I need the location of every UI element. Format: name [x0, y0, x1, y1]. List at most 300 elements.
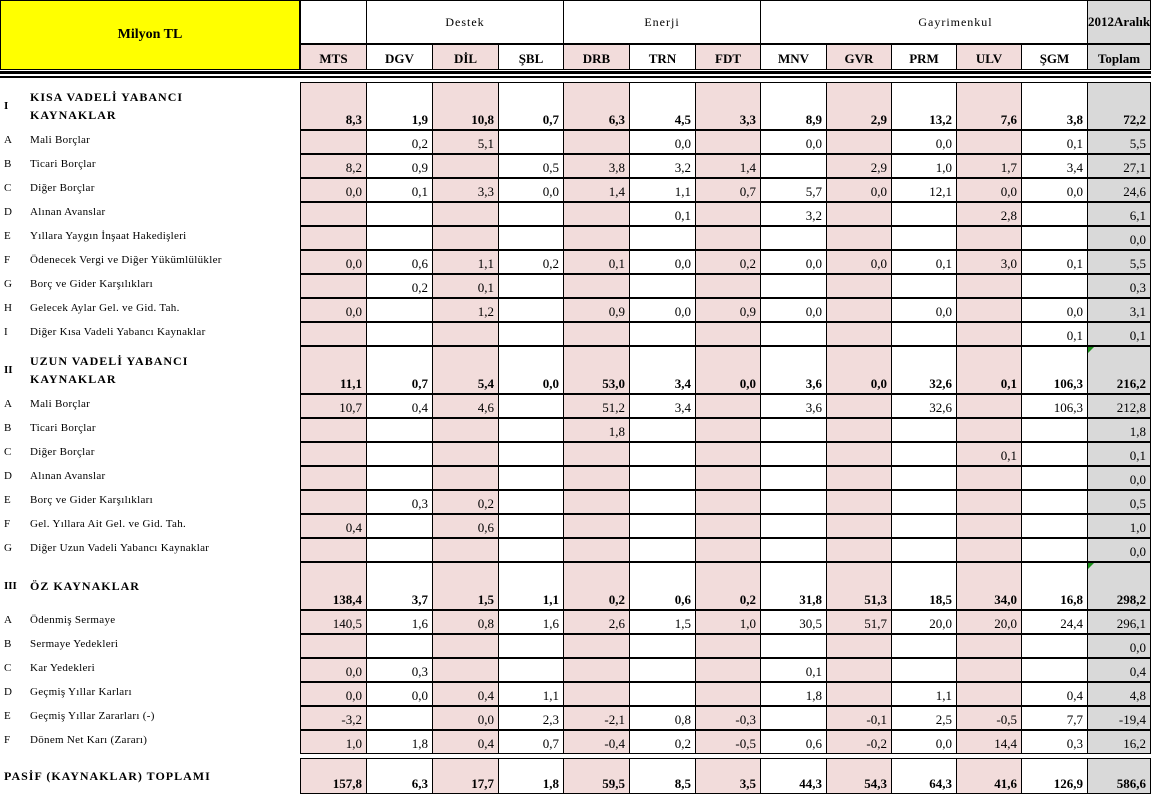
row-code: B: [4, 158, 12, 170]
value-cell: 12,1: [891, 178, 957, 202]
value-cell: 6,3: [366, 758, 433, 794]
value-cell: [760, 538, 827, 562]
value-cell: [629, 490, 696, 514]
value-cell: [956, 682, 1022, 706]
value-cell: [563, 658, 630, 682]
unit-title: Milyon TL: [0, 0, 300, 70]
value-cell: [366, 322, 433, 346]
value-cell: [300, 442, 367, 466]
value-cell: 1,0: [891, 154, 957, 178]
value-cell: 20,0: [956, 610, 1022, 634]
value-cell: 0,4: [366, 394, 433, 418]
value-cell: -0,4: [563, 730, 630, 754]
value-cell: [695, 394, 761, 418]
value-cell: 1,0: [300, 730, 367, 754]
value-cell: 0,8: [432, 610, 499, 634]
value-cell: [629, 538, 696, 562]
value-cell: [891, 538, 957, 562]
value-cell: [695, 322, 761, 346]
value-cell: [826, 682, 892, 706]
row-code: II: [4, 364, 13, 376]
value-cell: [498, 466, 564, 490]
value-cell: 8,3: [300, 82, 367, 130]
value-cell: [760, 322, 827, 346]
value-cell: [1021, 442, 1088, 466]
company-code: DGV: [366, 44, 433, 70]
value-cell: 0,1: [1021, 322, 1088, 346]
value-cell: [629, 634, 696, 658]
value-cell: 0,4: [1021, 682, 1088, 706]
value-cell: 3,4: [1021, 154, 1088, 178]
company-code: ŞGM: [1021, 44, 1088, 70]
value-cell: [760, 154, 827, 178]
value-cell: [629, 442, 696, 466]
value-cell: 0,0: [891, 130, 957, 154]
row-code: C: [4, 446, 12, 458]
value-cell: 0,0: [300, 178, 367, 202]
value-cell: [366, 442, 433, 466]
value-cell: 0,4: [432, 730, 499, 754]
row-label: UZUN VADELİ YABANCI KAYNAKLAR: [30, 354, 189, 386]
company-code: MTS: [300, 44, 367, 70]
value-cell: 3,2: [629, 154, 696, 178]
value-cell: [498, 514, 564, 538]
value-cell: 1,6: [498, 610, 564, 634]
value-cell: [760, 418, 827, 442]
value-cell: [891, 202, 957, 226]
value-cell: 0,0: [891, 298, 957, 322]
value-cell: [563, 202, 630, 226]
value-cell: [760, 226, 827, 250]
value-cell: [366, 706, 433, 730]
row-label: Borç ve Gider Karşılıkları: [30, 494, 153, 506]
value-cell: 1,8: [563, 418, 630, 442]
value-cell: [498, 634, 564, 658]
total-cell: 1,8: [1087, 418, 1151, 442]
value-cell: 0,0: [891, 730, 957, 754]
value-cell: 0,0: [629, 250, 696, 274]
value-cell: 106,3: [1021, 394, 1088, 418]
value-cell: 0,7: [498, 730, 564, 754]
value-cell: [695, 682, 761, 706]
value-cell: [629, 226, 696, 250]
company-code: DRB: [563, 44, 630, 70]
value-cell: [432, 322, 499, 346]
value-cell: 0,3: [1021, 730, 1088, 754]
total-cell: 16,2: [1087, 730, 1151, 754]
value-cell: 0,0: [1021, 298, 1088, 322]
value-cell: -0,3: [695, 706, 761, 730]
value-cell: [956, 658, 1022, 682]
value-cell: [826, 322, 892, 346]
value-cell: 0,1: [956, 346, 1022, 394]
row-code: H: [4, 302, 12, 314]
total-cell: 5,5: [1087, 130, 1151, 154]
total-cell: 1,0: [1087, 514, 1151, 538]
value-cell: [956, 538, 1022, 562]
value-cell: [498, 442, 564, 466]
value-cell: [432, 226, 499, 250]
value-cell: 8,9: [760, 82, 827, 130]
value-cell: [563, 634, 630, 658]
value-cell: 8,2: [300, 154, 367, 178]
total-cell: -19,4: [1087, 706, 1151, 730]
value-cell: [695, 466, 761, 490]
value-cell: 5,7: [760, 178, 827, 202]
value-cell: 0,6: [432, 514, 499, 538]
value-cell: [1021, 418, 1088, 442]
value-cell: [300, 466, 367, 490]
value-cell: 1,5: [629, 610, 696, 634]
value-cell: 0,6: [629, 562, 696, 610]
value-cell: 11,1: [300, 346, 367, 394]
value-cell: [695, 658, 761, 682]
row-code: E: [4, 230, 11, 242]
value-cell: 44,3: [760, 758, 827, 794]
value-cell: 0,2: [432, 490, 499, 514]
value-cell: [695, 490, 761, 514]
row-label: Mali Borçlar: [30, 398, 91, 410]
value-cell: 59,5: [563, 758, 630, 794]
value-cell: [760, 706, 827, 730]
value-cell: [891, 442, 957, 466]
row-label: Ticari Borçlar: [30, 158, 96, 170]
company-code: ŞBL: [498, 44, 564, 70]
value-cell: 0,0: [1021, 178, 1088, 202]
value-cell: [1021, 658, 1088, 682]
value-cell: [1021, 634, 1088, 658]
value-cell: [498, 202, 564, 226]
value-cell: 41,6: [956, 758, 1022, 794]
value-cell: 0,0: [498, 178, 564, 202]
row-label: Ödenecek Vergi ve Diğer Yükümlülükler: [30, 254, 222, 266]
value-cell: 0,0: [826, 346, 892, 394]
row-code: G: [4, 278, 12, 290]
value-cell: 1,6: [366, 610, 433, 634]
row-label: Alınan Avanslar: [30, 470, 106, 482]
value-cell: [956, 298, 1022, 322]
row-code: A: [4, 614, 12, 626]
value-cell: [891, 322, 957, 346]
company-code: TRN: [629, 44, 696, 70]
row-label: ÖZ KAYNAKLAR: [30, 579, 140, 593]
value-cell: [956, 226, 1022, 250]
value-cell: 1,1: [891, 682, 957, 706]
total-cell: 0,1: [1087, 322, 1151, 346]
value-cell: 1,8: [498, 758, 564, 794]
row-code: I: [4, 100, 9, 112]
value-cell: [695, 130, 761, 154]
value-cell: 1,1: [432, 250, 499, 274]
total-cell: 298,2: [1087, 562, 1151, 610]
value-cell: [498, 322, 564, 346]
row-code: A: [4, 398, 12, 410]
value-cell: 2,9: [826, 154, 892, 178]
value-cell: 1,1: [498, 562, 564, 610]
value-cell: 0,1: [956, 442, 1022, 466]
row-label: Gel. Yıllara Ait Gel. ve Gid. Tah.: [30, 518, 187, 530]
value-cell: 0,0: [300, 682, 367, 706]
value-cell: 53,0: [563, 346, 630, 394]
value-cell: [826, 490, 892, 514]
value-cell: 3,6: [760, 394, 827, 418]
row-label: Geçmiş Yıllar Zararları (-): [30, 710, 155, 722]
value-cell: [366, 538, 433, 562]
header-rule: [0, 71, 1151, 74]
row-label: Gelecek Aylar Gel. ve Gid. Tah.: [30, 302, 180, 314]
value-cell: 10,8: [432, 82, 499, 130]
total-cell: 0,5: [1087, 490, 1151, 514]
value-cell: [760, 490, 827, 514]
value-cell: [891, 274, 957, 298]
value-cell: [695, 634, 761, 658]
value-cell: 2,6: [563, 610, 630, 634]
value-cell: [695, 442, 761, 466]
value-cell: 3,4: [629, 346, 696, 394]
value-cell: [760, 466, 827, 490]
row-code: B: [4, 422, 12, 434]
value-cell: [432, 538, 499, 562]
value-cell: -0,5: [956, 706, 1022, 730]
value-cell: 0,1: [563, 250, 630, 274]
value-cell: [695, 202, 761, 226]
row-code: F: [4, 518, 11, 530]
value-cell: 0,0: [760, 250, 827, 274]
company-code: DİL: [432, 44, 499, 70]
value-cell: [826, 442, 892, 466]
value-cell: 4,5: [629, 82, 696, 130]
value-cell: [760, 634, 827, 658]
value-cell: 157,8: [300, 758, 367, 794]
value-cell: [1021, 274, 1088, 298]
value-cell: [891, 658, 957, 682]
value-cell: [891, 418, 957, 442]
value-cell: [563, 490, 630, 514]
company-code: PRM: [891, 44, 957, 70]
value-cell: [366, 418, 433, 442]
total-cell: 0,1: [1087, 442, 1151, 466]
comment-flag-icon: [1088, 347, 1094, 353]
value-cell: 0,7: [695, 178, 761, 202]
value-cell: [563, 682, 630, 706]
value-cell: [563, 514, 630, 538]
value-cell: [695, 418, 761, 442]
group-header: Gayrimenkul: [760, 0, 1151, 44]
value-cell: 0,5: [498, 154, 564, 178]
value-cell: [956, 322, 1022, 346]
value-cell: 30,5: [760, 610, 827, 634]
value-cell: 14,4: [956, 730, 1022, 754]
blank-header: [300, 0, 367, 44]
total-cell: 0,0: [1087, 634, 1151, 658]
value-cell: [498, 394, 564, 418]
value-cell: 1,1: [498, 682, 564, 706]
value-cell: 7,6: [956, 82, 1022, 130]
value-cell: [498, 130, 564, 154]
value-cell: [432, 202, 499, 226]
row-label: PASİF (KAYNAKLAR) TOPLAMI: [4, 769, 211, 783]
value-cell: [366, 514, 433, 538]
value-cell: [300, 322, 367, 346]
value-cell: 0,8: [629, 706, 696, 730]
value-cell: -0,1: [826, 706, 892, 730]
value-cell: [629, 322, 696, 346]
value-cell: -0,2: [826, 730, 892, 754]
value-cell: 8,5: [629, 758, 696, 794]
year-header: [1087, 0, 1151, 44]
value-cell: 0,2: [695, 562, 761, 610]
value-cell: 2,5: [891, 706, 957, 730]
value-cell: 0,2: [498, 250, 564, 274]
value-cell: 0,1: [760, 658, 827, 682]
value-cell: [956, 418, 1022, 442]
value-cell: [432, 154, 499, 178]
value-cell: [563, 226, 630, 250]
value-cell: 3,4: [629, 394, 696, 418]
row-label: Kar Yedekleri: [30, 662, 95, 674]
value-cell: [498, 490, 564, 514]
value-cell: [563, 274, 630, 298]
value-cell: 0,2: [629, 730, 696, 754]
value-cell: [366, 202, 433, 226]
value-cell: 16,8: [1021, 562, 1088, 610]
value-cell: 5,1: [432, 130, 499, 154]
value-cell: 1,8: [760, 682, 827, 706]
total-cell: 0,0: [1087, 538, 1151, 562]
value-cell: [826, 394, 892, 418]
value-cell: [891, 514, 957, 538]
value-cell: [498, 226, 564, 250]
row-code: D: [4, 686, 12, 698]
value-cell: 0,0: [956, 178, 1022, 202]
row-label: KISA VADELİ YABANCI KAYNAKLAR: [30, 90, 184, 122]
value-cell: [300, 130, 367, 154]
value-cell: [826, 514, 892, 538]
value-cell: 0,0: [366, 682, 433, 706]
value-cell: 1,8: [366, 730, 433, 754]
row-code: C: [4, 662, 12, 674]
value-cell: [1021, 226, 1088, 250]
value-cell: [629, 658, 696, 682]
value-cell: [891, 634, 957, 658]
value-cell: [826, 298, 892, 322]
row-label: Diğer Uzun Vadeli Yabancı Kaynaklar: [30, 542, 210, 554]
value-cell: 1,1: [629, 178, 696, 202]
value-cell: 0,0: [432, 706, 499, 730]
value-cell: 0,0: [498, 346, 564, 394]
value-cell: [563, 538, 630, 562]
group-header: Enerji: [563, 0, 761, 44]
value-cell: [891, 226, 957, 250]
total-cell: 0,0: [1087, 466, 1151, 490]
value-cell: 1,5: [432, 562, 499, 610]
value-cell: 1,7: [956, 154, 1022, 178]
row-code: I: [4, 326, 8, 338]
value-cell: [563, 322, 630, 346]
value-cell: 2,8: [956, 202, 1022, 226]
total-cell: 0,4: [1087, 658, 1151, 682]
value-cell: [1021, 490, 1088, 514]
value-cell: 0,0: [300, 658, 367, 682]
total-cell: 24,6: [1087, 178, 1151, 202]
value-cell: [432, 442, 499, 466]
total-cell: 296,1: [1087, 610, 1151, 634]
value-cell: 0,1: [366, 178, 433, 202]
value-cell: [760, 274, 827, 298]
value-cell: [498, 274, 564, 298]
value-cell: 0,9: [366, 154, 433, 178]
value-cell: -2,1: [563, 706, 630, 730]
row-label: Borç ve Gider Karşılıkları: [30, 278, 153, 290]
group-header: Destek: [366, 0, 564, 44]
row-label: Yıllara Yaygın İnşaat Hakedişleri: [30, 230, 187, 242]
value-cell: 3,8: [563, 154, 630, 178]
row-code: E: [4, 710, 11, 722]
value-cell: 51,2: [563, 394, 630, 418]
value-cell: 3,5: [695, 758, 761, 794]
comment-flag-icon: [1088, 563, 1094, 569]
value-cell: 3,3: [695, 82, 761, 130]
value-cell: [826, 538, 892, 562]
row-code: III: [4, 580, 17, 592]
value-cell: 0,0: [695, 346, 761, 394]
value-cell: [629, 274, 696, 298]
year-header-line: 2012: [1087, 14, 1114, 29]
value-cell: 0,0: [300, 298, 367, 322]
value-cell: [826, 202, 892, 226]
value-cell: 1,4: [695, 154, 761, 178]
value-cell: 126,9: [1021, 758, 1088, 794]
value-cell: 138,4: [300, 562, 367, 610]
value-cell: 4,6: [432, 394, 499, 418]
row-label: Diğer Borçlar: [30, 446, 95, 458]
value-cell: 3,7: [366, 562, 433, 610]
total-cell: 3,1: [1087, 298, 1151, 322]
value-cell: 0,0: [826, 250, 892, 274]
value-cell: [1021, 514, 1088, 538]
value-cell: 7,7: [1021, 706, 1088, 730]
value-cell: 1,2: [432, 298, 499, 322]
value-cell: [695, 274, 761, 298]
value-cell: 13,2: [891, 82, 957, 130]
total-header: Toplam: [1087, 44, 1151, 70]
row-label: Diğer Kısa Vadeli Yabancı Kaynaklar: [30, 326, 206, 338]
value-cell: 0,7: [498, 82, 564, 130]
value-cell: 0,7: [366, 346, 433, 394]
value-cell: [432, 658, 499, 682]
value-cell: [300, 202, 367, 226]
value-cell: [1021, 466, 1088, 490]
total-cell: 27,1: [1087, 154, 1151, 178]
row-label: Sermaye Yedekleri: [30, 638, 119, 650]
value-cell: [760, 514, 827, 538]
value-cell: [432, 466, 499, 490]
row-label: Diğer Borçlar: [30, 182, 95, 194]
value-cell: 0,1: [891, 250, 957, 274]
header-rule: [0, 76, 1151, 78]
row-code: D: [4, 470, 12, 482]
total-cell: 216,2: [1087, 346, 1151, 394]
value-cell: 0,0: [629, 130, 696, 154]
value-cell: [629, 466, 696, 490]
value-cell: [826, 634, 892, 658]
value-cell: [629, 682, 696, 706]
value-cell: 18,5: [891, 562, 957, 610]
value-cell: [956, 466, 1022, 490]
row-label: Geçmiş Yıllar Karları: [30, 686, 132, 698]
value-cell: [695, 514, 761, 538]
value-cell: [826, 658, 892, 682]
